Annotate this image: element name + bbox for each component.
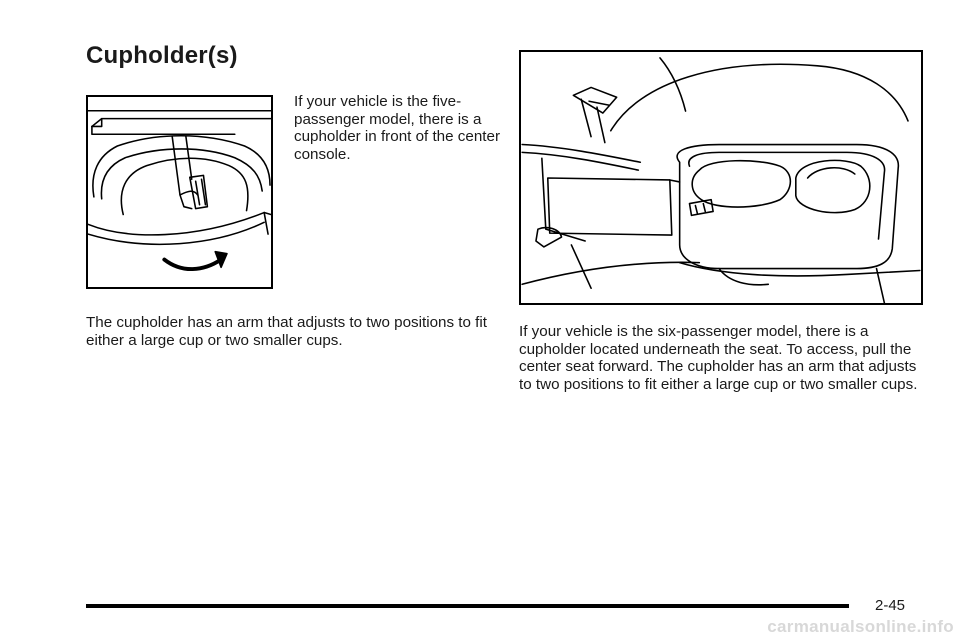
five-passenger-description: If your vehicle is the five-passenger model, there is a cupholder in front of the center console. [294, 93, 501, 163]
page-number: 2-45 [875, 597, 906, 614]
page-title: Cupholder(s) [86, 42, 238, 69]
six-passenger-cupholder-illustration [519, 50, 923, 305]
six-passenger-description: If your vehicle is the six-passenger model, there is a cupholder located underneath the seat. To access, pull the center seat forward. The cupholder has an arm that adjusts to two positions to fit either a large cup or two smaller cups. [519, 323, 918, 393]
footer-rule [86, 604, 849, 608]
five-passenger-cupholder-illustration [86, 95, 273, 289]
site-watermark: carmanualsonline.info [767, 617, 954, 636]
five-passenger-arm-description: The cupholder has an arm that adjusts to two positions to fit either a large cup or two smaller cups. [86, 314, 488, 349]
